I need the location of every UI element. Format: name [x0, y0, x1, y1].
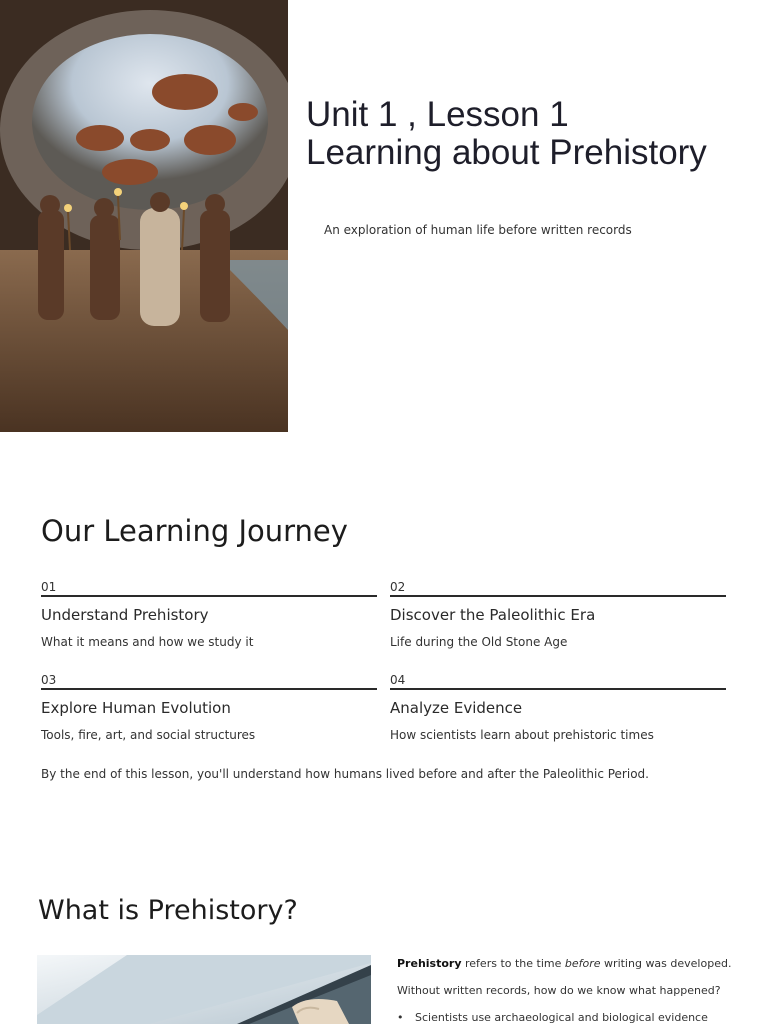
step-title: Understand Prehistory — [41, 606, 209, 624]
step-description: Life during the Old Stone Age — [390, 635, 568, 649]
step-number: 03 — [41, 673, 377, 690]
bullet-item — [397, 1010, 737, 1024]
bullet-text: Scientists use archaeological and biological evidence — [415, 1011, 708, 1024]
cave-painting-illustration — [0, 0, 288, 432]
journey-step-3 — [41, 673, 377, 742]
scroll-image — [37, 955, 371, 1024]
section-title: What is Prehistory? — [38, 895, 298, 926]
journey-summary: By the end of this lesson, you'll understand how humans lived before and after the Paleolithic Period. — [41, 767, 649, 781]
step-description: Tools, fire, art, and social structures — [41, 728, 256, 742]
journey-step-4 — [390, 673, 726, 742]
lesson-subtitle: An exploration of human life before written records — [324, 223, 632, 237]
title-line-1: Unit 1 , Lesson 1 — [306, 95, 569, 134]
step-title: Analyze Evidence — [390, 699, 523, 717]
journey-step-2 — [390, 580, 726, 649]
step-title: Discover the Paleolithic Era — [390, 606, 596, 624]
step-number: 04 — [390, 673, 726, 690]
term-prehistory: Prehistory — [397, 957, 462, 970]
what-text-block — [397, 956, 737, 1024]
definition-paragraph — [397, 956, 737, 972]
definition-text-b: writing was developed. — [600, 957, 732, 970]
question-paragraph: Without written records, how do we know what happened? — [397, 984, 721, 997]
bullet-icon: • — [397, 1011, 404, 1024]
lesson-title — [306, 96, 746, 172]
step-description: How scientists learn about prehistoric times — [390, 728, 654, 742]
step-number: 02 — [390, 580, 726, 597]
title-line-2: Learning about Prehistory — [306, 133, 707, 172]
paper-scroll-illustration — [37, 955, 371, 1024]
step-number: 01 — [41, 580, 377, 597]
cave-painting-image — [0, 0, 288, 432]
definition-text-a: refers to the time — [461, 957, 565, 970]
step-title: Explore Human Evolution — [41, 699, 231, 717]
definition-emphasis: before — [564, 957, 601, 970]
journey-title: Our Learning Journey — [41, 514, 348, 548]
step-description: What it means and how we study it — [41, 635, 254, 649]
journey-step-1 — [41, 580, 377, 649]
